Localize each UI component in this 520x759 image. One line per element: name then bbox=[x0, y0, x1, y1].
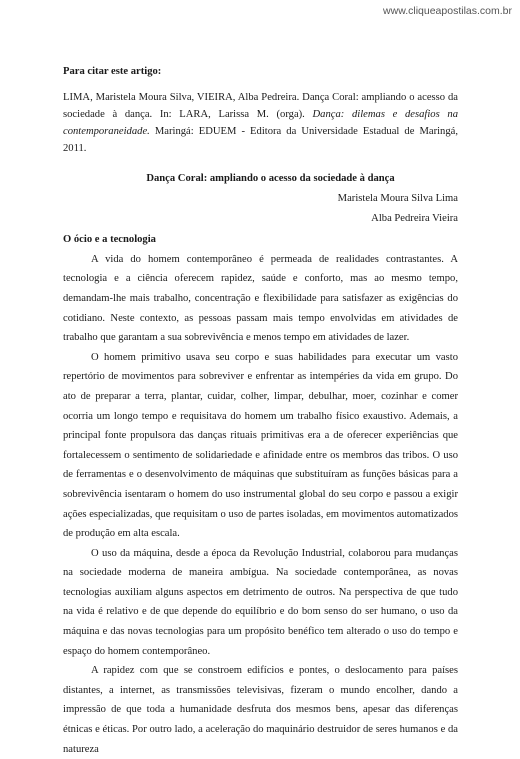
author-name: Alba Pedreira Vieira bbox=[371, 212, 458, 224]
article-title: Dança Coral: ampliando o acesso da sociedade à dança bbox=[146, 173, 395, 185]
citation-publisher: Maringá: EDUEM - Editora da Universidade Estadual de Maringá, 2011. bbox=[63, 126, 458, 155]
body-paragraph: O homem primitivo usava seu corpo e suas habilidades para executar um vasto repertório de movimentos para sobreviver e enfrentar as intempéries da vida em grupo. Do ato de preparar a terra, plantar, cuidar, colher, limpar, debulhar, moer, cozinhar e comer ocorria um longo tempo e requisitava do homem um trabalho físico exaustivo. Ademais, a principal fonte propulsora das danças rituais primitivas era a de oferecer experiências que fortalecessem o sentimento de solidariedade e afinidade entre os membros das tribos. O uso de ferramentas e o desenvolvimento de máquinas que substituíram as funções básicas para a sobrevivência isentaram o homem do uso instrumental global do seu corpo e passou a exigir ações especializadas, que requisitam o uso de partes isoladas, em movimentos automatizados de produção em alta escala. bbox=[63, 351, 458, 540]
watermark-url: www.cliqueapostilas.com.br bbox=[383, 5, 512, 17]
citation-book-title: Dança: dilemas e desafios na contemporaneidade. bbox=[63, 108, 459, 137]
citation-text: LIMA, Maristela Moura Silva, VIEIRA, Alba Pedreira. Dança Coral: ampliando o acesso da sociedade à dança. In: LARA, Larissa M. (orga). bbox=[63, 91, 458, 120]
document-page bbox=[63, 62, 458, 759]
body-paragraph: O uso da máquina, desde a época da Revolução Industrial, colaborou para mudanças na sociedade moderna de maneira ambígua. Na sociedade contemporânea, as novas tecnologias auxiliam alguns aspectos em detrimento de outros. Na perspectiva de que tudo na vida é relativo e de que depende do equilíbrio e do bom senso do ser humano, o uso da máquina e das novas tecnologias para um propósito benéfico tem alterado o uso do tempo e espaço do homem contemporâneo. bbox=[63, 547, 458, 657]
author-name: Maristela Moura Silva Lima bbox=[337, 193, 458, 204]
body-paragraph: A vida do homem contemporâneo é permeada de realidades contrastantes. A tecnologia e a ciência oferecem rapidez, saúde e conforto, mas ao mesmo tempo, demandam-lhe mais trabalho, concentração e flexibilidade para satisfazer as exigências do cotidiano. Neste contexto, as pessoas passam mais tempo envolvidas em atividades de trabalho que garantam a sua sobrevivência e menos tempo em atividades de lazer. bbox=[63, 253, 458, 344]
section-title: O ócio e a tecnologia bbox=[63, 234, 156, 246]
body-paragraph: A rapidez com que se constroem edifícios e pontes, o deslocamento para países distantes, a internet, as transmissões televisivas, fizeram o mundo encolher, dando a impressão de que toda a humanidade desfruta dos mesmos bens, apesar das diferenças étnicas e éticas. Por outro lado, a aceleração do maquinário destruidor de seres humanos e da natureza bbox=[63, 665, 458, 755]
citation-reference bbox=[63, 89, 458, 158]
citation-heading: Para citar este artigo: bbox=[63, 66, 162, 77]
